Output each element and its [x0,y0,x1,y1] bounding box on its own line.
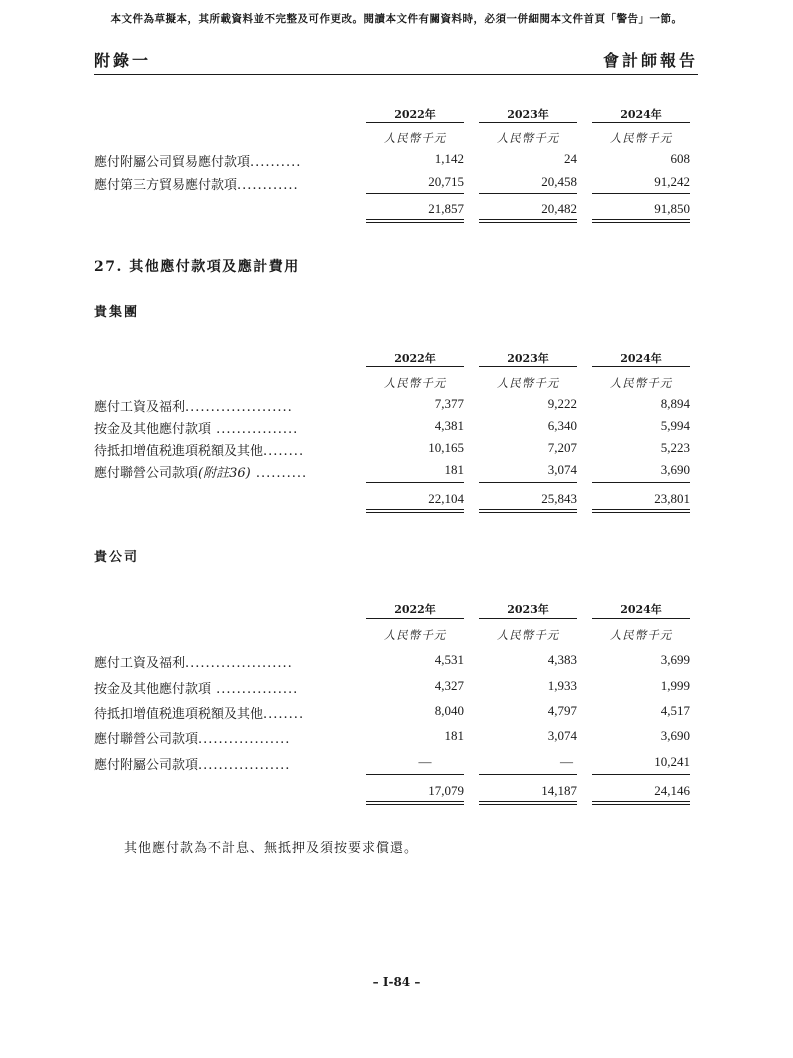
col-2023: 2023年 [507,352,549,365]
section-heading: 27. 其他應付款項及應計費用 [94,259,300,275]
header-underline [592,366,690,367]
currency-unit: 人民幣千元 [383,131,447,145]
table-cell: 3,690 [660,462,690,477]
table-cell: 181 [444,462,464,477]
subtotal-rule [366,482,464,483]
table-cell: 1,933 [547,678,577,693]
currency-unit: 人民幣千元 [383,376,447,390]
total-double-rule [592,509,690,513]
table-row-label: 應付附屬公司款項.................. [94,758,291,773]
header-divider [94,74,698,75]
total-double-rule [366,219,464,223]
header-underline [479,618,577,619]
table-cell: 7,207 [547,440,577,455]
currency-unit: 人民幣千元 [496,628,560,642]
table-row-label: 應付工資及福利..................... [94,400,293,415]
table-cell: 4,517 [660,703,690,718]
table-cell: 8,894 [660,396,690,411]
subtotal-rule [592,482,690,483]
col-2023: 2023年 [507,108,549,121]
total-double-rule [479,219,577,223]
subtotal-rule [366,193,464,194]
table-row-label: 應付第三方貿易應付款項............ [94,178,299,193]
total-cell: 23,801 [654,491,690,506]
table-cell: 5,223 [660,440,690,455]
currency-unit: 人民幣千元 [383,628,447,642]
table-row-label: 待抵扣增值税進項税額及其他........ [94,707,305,722]
table-cell: 20,715 [428,174,464,189]
subtotal-rule [479,774,577,775]
table-cell: 24 [564,151,577,166]
header-underline [592,618,690,619]
currency-unit: 人民幣千元 [609,131,673,145]
total-double-rule [479,801,577,805]
table-cell: 4,327 [434,678,464,693]
currency-unit: 人民幣千元 [609,628,673,642]
subtotal-rule [592,774,690,775]
total-double-rule [366,801,464,805]
header-underline [366,366,464,367]
table-cell: 91,242 [654,174,690,189]
footnote-text: 其他應付款為不計息、無抵押及須按要求償還。 [124,841,419,856]
table-row-label: 應付聯營公司款項.................. [94,732,291,747]
table-row-label: 按金及其他應付款項 ................ [94,682,299,697]
appendix-title: 附錄一 [94,51,152,70]
col-2022: 2022年 [394,352,436,365]
draft-warning: 本文件為草擬本，其所載資料並不完整及可作更改。閱讀本文件有關資料時，必須一併細閱本文件首頁「警告」一節。 [110,13,683,25]
col-2024: 2024年 [620,603,662,616]
table-cell: 5,994 [660,418,690,433]
col-2023: 2023年 [507,603,549,616]
table-cell: 10,241 [654,754,690,769]
col-2022: 2022年 [394,603,436,616]
subtotal-rule [479,482,577,483]
table-cell: 1,999 [660,678,690,693]
table-row-label: 應付工資及福利..................... [94,656,293,671]
table-cell: 4,381 [434,418,464,433]
total-double-rule [479,509,577,513]
report-title: 會計師報告 [602,51,698,70]
col-2024: 2024年 [620,108,662,121]
table-cell: 3,699 [660,652,690,667]
total-cell: 17,079 [428,783,464,798]
total-cell: 21,857 [428,201,464,216]
header-underline [592,122,690,123]
table-cell: 6,340 [547,418,577,433]
table-cell: 20,458 [541,174,577,189]
table-cell: 608 [670,151,690,166]
table-cell: 10,165 [428,440,464,455]
table-cell: 4,531 [434,652,464,667]
total-double-rule [592,801,690,805]
table-cell: 4,383 [547,652,577,667]
table-cell: 181 [444,728,464,743]
total-cell: 22,104 [428,491,464,506]
note-reference: (附註36) [198,466,251,481]
table-row-label: 待抵扣增值税進項税額及其他........ [94,444,305,459]
table-cell: — [418,754,432,769]
total-cell: 91,850 [654,201,690,216]
table-row-label: 應付聯營公司款項(附註36) .......... [94,466,308,481]
company-heading: 貴公司 [94,550,140,565]
currency-unit: 人民幣千元 [496,376,560,390]
currency-unit: 人民幣千元 [496,131,560,145]
table-cell: 1,142 [434,151,464,166]
total-double-rule [366,509,464,513]
table-cell: — [560,754,573,769]
header-underline [366,122,464,123]
subtotal-rule [592,193,690,194]
table-row-label: 按金及其他應付款項 ................ [94,422,299,437]
group-heading: 貴集團 [94,305,140,320]
table-cell: 7,377 [434,396,464,411]
col-2024: 2024年 [620,352,662,365]
total-cell: 20,482 [541,201,577,216]
table-cell: 4,797 [547,703,577,718]
table-cell: 3,074 [547,728,577,743]
table-cell: 8,040 [434,703,464,718]
page-number: – I-84 – [372,975,421,989]
header-underline [479,366,577,367]
total-double-rule [592,219,690,223]
currency-unit: 人民幣千元 [609,376,673,390]
header-underline [366,618,464,619]
total-cell: 25,843 [541,491,577,506]
table-cell: 9,222 [547,396,577,411]
table-cell: 3,074 [547,462,577,477]
total-cell: 24,146 [654,783,690,798]
table-cell: 3,690 [660,728,690,743]
header-underline [479,122,577,123]
table-row-label: 應付附屬公司貿易應付款項.......... [94,155,302,170]
subtotal-rule [366,774,464,775]
total-cell: 14,187 [541,783,577,798]
subtotal-rule [479,193,577,194]
col-2022: 2022年 [394,108,436,121]
